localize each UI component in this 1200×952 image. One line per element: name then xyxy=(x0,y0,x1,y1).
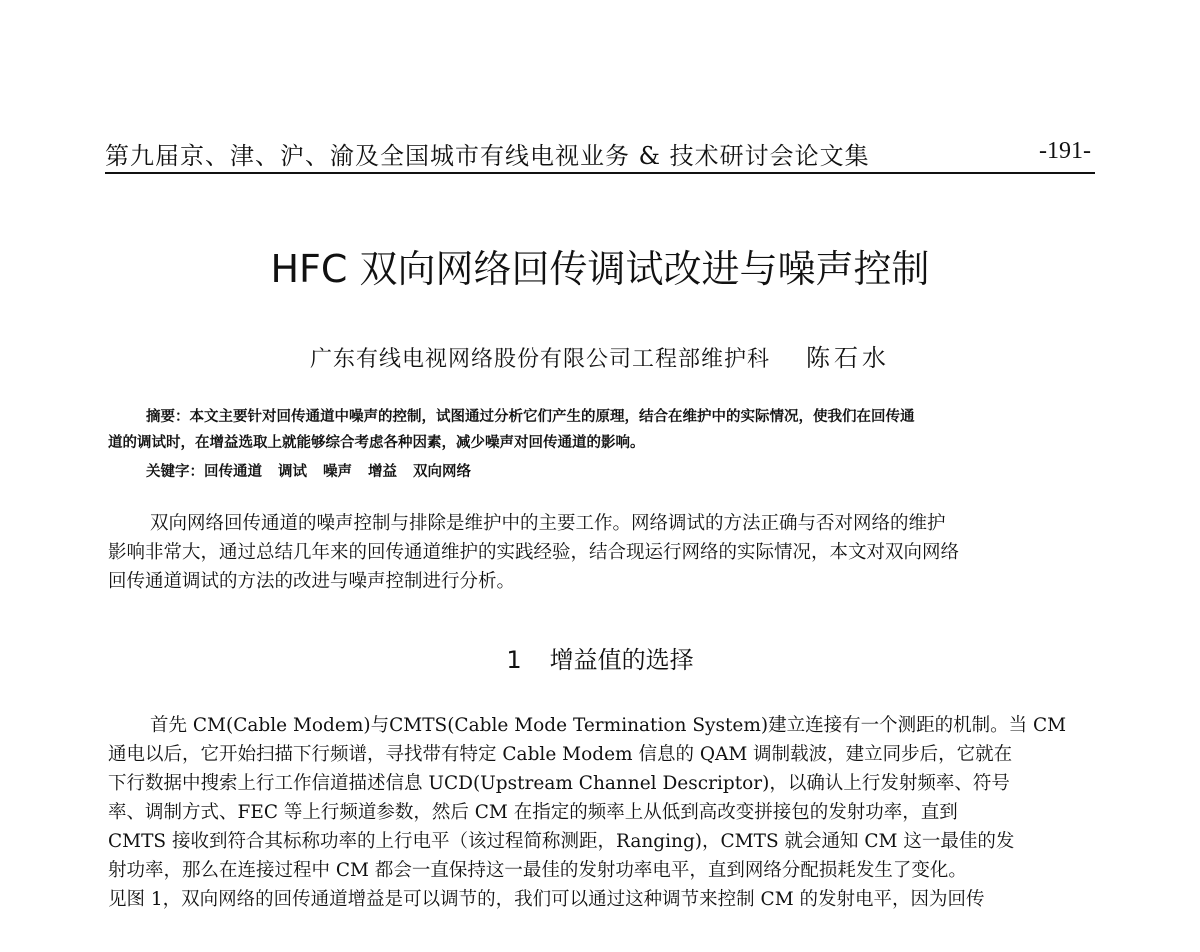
keyword: 噪声 xyxy=(323,464,352,480)
running-header xyxy=(105,130,1095,174)
paper-title: HFC 双向网络回传调试改进与噪声控制 xyxy=(270,247,930,291)
keywords xyxy=(146,460,487,481)
paragraph-line: 通电以后，它开始扫描下行频谱，寻找带有特定 Cable Modem 信息的 QAM 调制载波，建立同步后，它就在 xyxy=(108,744,1013,765)
abstract xyxy=(108,404,1093,456)
paragraph-line: 回传通道调试的方法的改进与噪声控制进行分析。 xyxy=(108,571,516,592)
paragraph-line: 下行数据中搜索上行工作信道描述信息 UCD(Upstream Channel Descriptor)，以确认上行发射频率、符号 xyxy=(108,773,1010,794)
affiliation: 广东有线电视网络股份有限公司工程部维护科 xyxy=(309,347,770,372)
section-number: 1 xyxy=(506,646,522,674)
section-paragraph xyxy=(108,711,1093,914)
journal-title: 第九届京、津、沪、渝及全国城市有线电视业务 & 技术研讨会论文集 xyxy=(105,142,870,170)
keyword: 调试 xyxy=(278,464,307,480)
section-heading xyxy=(0,640,1200,675)
paragraph-line: 率、调制方式、FEC 等上行频道参数，然后 CM 在指定的频率上从低到高改变拼接包的发射功率，直到 xyxy=(108,802,958,823)
author-line xyxy=(0,338,1200,373)
paragraph-line: 首先 CM(Cable Modem)与CMTS(Cable Mode Termination System)建立连接有一个测距的机制。当 CM xyxy=(150,715,1067,736)
keyword: 回传通道 xyxy=(204,464,262,480)
abstract-line: 道的调试时，在增益选取上就能够综合考虑各种因素，减少噪声对回传通道的影响。 xyxy=(108,435,645,451)
abstract-line: 摘要：本文主要针对回传通道中噪声的控制，试图通过分析它们产生的原理，结合在维护中的实际情况，使我们在回传通 xyxy=(146,409,915,425)
paragraph-line: CMTS 接收到符合其标称功率的上行电平（该过程简称测距，Ranging)，CMTS 就会通知 CM 这一最佳的发 xyxy=(108,831,1015,852)
keyword: 双向网络 xyxy=(413,464,471,480)
keywords-label: 关键字： xyxy=(146,464,204,480)
paragraph-line: 双向网络回传通道的噪声控制与排除是维护中的主要工作。网络调试的方法正确与否对网络的维护 xyxy=(150,513,946,534)
section-title: 增益值的选择 xyxy=(549,646,694,674)
page-number: -191- xyxy=(1039,138,1091,164)
author-name: 陈石水 xyxy=(806,344,890,372)
keyword: 增益 xyxy=(368,464,397,480)
intro-paragraph xyxy=(108,509,1093,596)
paragraph-line: 射功率，那么在连接过程中 CM 都会一直保持这一最佳的发射功率电平，直到网络分配损耗发生了变化。 xyxy=(108,860,967,881)
paragraph-line: 影响非常大，通过总结几年来的回传通道维护的实践经验，结合现运行网络的实际情况，本文对双向网络 xyxy=(108,542,960,563)
paragraph-line: 见图 1，双向网络的回传通道增益是可以调节的，我们可以通过这种调节来控制 CM 的发射电平，因为回传 xyxy=(108,889,985,910)
